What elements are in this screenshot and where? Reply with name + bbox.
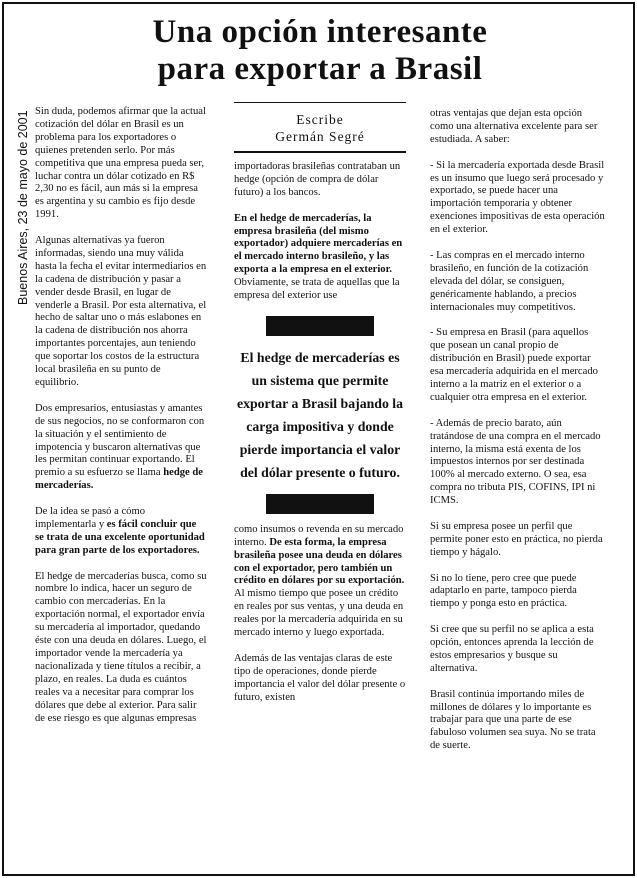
byline: [234, 111, 406, 145]
col1-paragraph-1: Sin duda, podemos afirmar que la actual cotización del dólar en Brasil es un problema para los exportadores o quienes pretenden serlo. Por más competitiva que una empresa pueda ser, luchar contra un dólar cotizado en R$ 2,30 no es fácil, aun más si la empresa es argentina y su cambio es fijo desde 1991.: [35, 106, 206, 221]
col1-p4-bold: es fácil concluir que se trata de una excelente oportunidad para gran parte de los exportadores.: [35, 518, 205, 556]
col1-paragraph-5: El hedge de mercaderías busca, como su nombre lo indica, hacer un seguro de cambio con mercaderías. En la exportación normal, el exportador envía su mercadería al importador, quedando éste con una deuda en dólares. Luego, el importador vende la mercadería ya nacionalizada y tiene títulos a recibir, a plazo, en reales. La duda es cuántos reales va a necesitar para comprar los dólares que debe al exterior. Para salir de ese riesgo es que algunas empresas: [35, 570, 207, 724]
col1-p4-text: De la idea se pasó a cómo implementarla y: [35, 506, 146, 530]
byline-top-rule: [234, 102, 406, 103]
byline-label: Escribe: [296, 112, 344, 127]
col1-paragraph-4: [35, 506, 207, 558]
column-1: [35, 106, 207, 738]
col1-paragraph-3: [35, 403, 207, 493]
col2-p2-bold: En el hedge de mercaderías, la empresa brasileña (del mismo exportador) adquiere mercaderías en el mercado interno brasileño, y las exporta a la empresa en el exterior.: [234, 212, 403, 276]
byline-bottom-rule: [234, 151, 406, 153]
col3-paragraph-6: Si su empresa posee un perfil que permite poner esto en práctica, no pierda tiempo y hágalo.: [430, 520, 603, 558]
col2-p3-text: como insumos o revenda en su mercado interno.: [234, 523, 404, 548]
col3-paragraph-1: otras ventajas que dejan esta opción como una alternativa excelente para ser estudiada. A saber:: [430, 108, 598, 145]
col3-paragraph-4: - Su empresa en Brasil (para aquellos que posean un canal propio de distribución en Brasil) puede exportar esa mercadería adquirida en el mercado interno a la matriz en el exterior o a cualquier otra empresa en el exterior.: [430, 327, 598, 403]
col3-paragraph-9: Brasil continúa importando miles de millones de dólares y lo importante es trabajar para que una parte de ese fabuloso volumen sea suya. No se trata de suerte.: [430, 688, 596, 752]
col2-paragraph-3: [234, 524, 406, 640]
col2-p3-text-2: Al mismo tiempo que posee un crédito en reales por sus ventas, y una deuda en reales por la mercadería adquirida en su mercado interno y luego exportada.: [234, 588, 404, 639]
headline-line-2: para exportar a Brasil: [157, 51, 483, 87]
col3-paragraph-8: Si cree que su perfil no se aplica a esta opción, entonces aprenda la lección de estos empresarios y busque su alternativa.: [430, 624, 594, 674]
col2-paragraph-2: [234, 213, 406, 303]
dateline: Buenos Aires, 23 de mayo de 2001: [16, 110, 30, 305]
pullquote-top-bar: [266, 316, 374, 336]
column-3: [430, 108, 605, 766]
headline: [20, 14, 620, 88]
col1-p3-bold: hedge de mercaderías.: [35, 467, 203, 492]
col3-paragraph-5: - Además de precio barato, aún tratándose de una compra en el mercado interno, la misma está exenta de los impuestos internos por ser destinada 100% al mercado externo. O sea, esa compra no tributa PIS, COFINS, IPI ni ICMS.: [430, 417, 601, 507]
col2-p3-bold: De esta forma, la empresa brasileña posee una deuda en dólares con el exportador, pero también un crédito en dólares por su exportación.: [234, 536, 405, 587]
col1-p3-text: Dos empresarios, entusiastas y amantes de sus negocios, no se conformaron con la situación y el sentimiento de impotencia y buscaron alternativas que les permitan continuar exportando. El premio a su esfuerzo se llama: [35, 402, 205, 479]
headline-line-1: Una opción interesante: [152, 14, 488, 50]
col2-paragraph-4: Además de las ventajas claras de este tipo de operaciones, donde pierde importancia el valor del dólar presente o futuro, existen: [234, 652, 406, 703]
col3-paragraph-7: Si no lo tiene, pero cree que puede adaptarlo en parte, tampoco pierda tiempo y ponga esto en práctica.: [430, 572, 577, 610]
col1-paragraph-2: Algunas alternativas ya fueron informadas, siendo una muy válida hasta la fecha el evitar intermediarios en la cadena de distribución y pasar a vender desde Brasil, en lugar de venderle a Brasil. Por esta alternativa, el hecho de saltar uno o más eslabones en la cadena de distribución nos ahorra importantes porcentajes, aun teniendo que soportar los costos de la estructura local brasileña en su punto de equilibrio.: [35, 235, 207, 389]
col3-paragraph-3: - Las compras en el mercado interno brasileño, en función de la cotización elevada del dólar, se consiguen, genéricamente hablando, a precios internacionales muy competitivos.: [430, 249, 589, 313]
pullquote-bottom-bar: [266, 494, 374, 514]
pullquote: El hedge de mercaderías es un sistema que permite exportar a Brasil bajando la carga impositiva y donde pierde importancia el valor del dólar presente o futuro.: [236, 349, 404, 480]
col2-paragraph-1: importadoras brasileñas contrataban un hedge (opción de compra de dólar futuro) a los bancos.: [234, 161, 401, 198]
col2-p2-text: Obviamente, se trata de aquellas que la empresa del exterior use: [234, 277, 400, 302]
byline-author: Germán Segré: [275, 129, 365, 144]
col3-paragraph-2: - Si la mercadería exportada desde Brasil es un insumo que luego será procesado y exportado, se puede hacer una importación temporaria y obtener exenciones impositivas de esta operación en el exterior.: [430, 159, 605, 236]
column-2: [234, 102, 406, 717]
